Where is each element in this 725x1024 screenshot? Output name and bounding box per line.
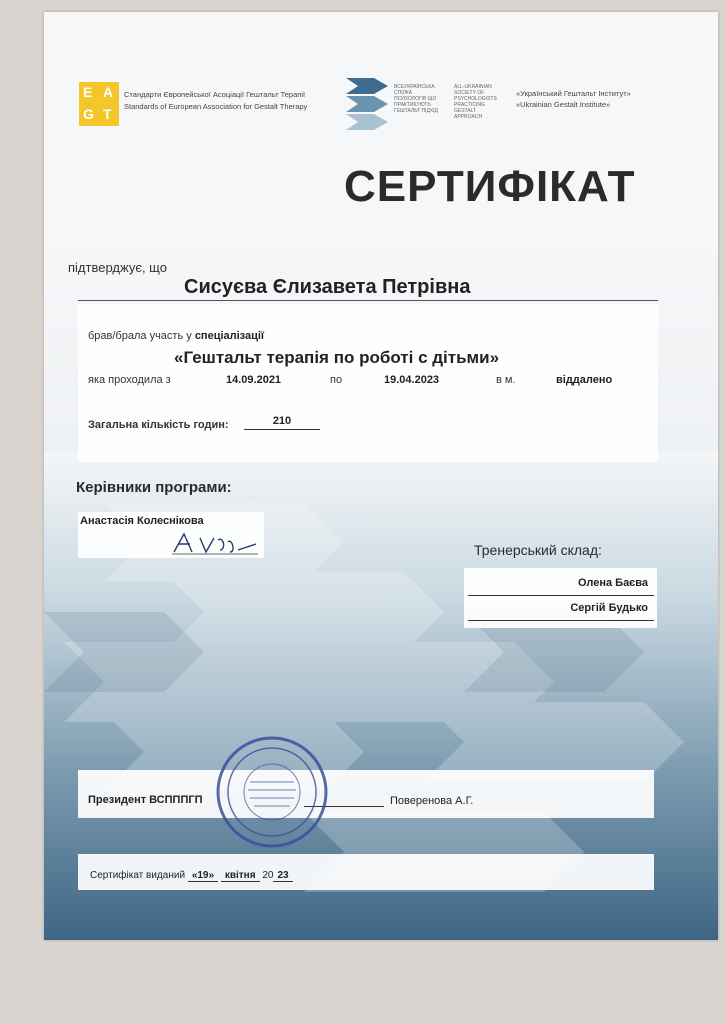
date-from: 14.09.2021 xyxy=(226,374,282,386)
trainer-underline xyxy=(468,595,654,596)
city-value: віддалено xyxy=(556,374,613,386)
recipient-name: Сисуєва Єлизавета Петрівна xyxy=(184,276,471,298)
eagt-standards-ua: Стандарти Європейської Асоціації Гештальт Терапії xyxy=(124,90,306,99)
issued-year-prefix: 20 xyxy=(262,870,274,881)
eagt-logo xyxy=(79,82,119,126)
logo-letter: A xyxy=(103,84,114,100)
confirm-text: підтверджує, що xyxy=(68,260,167,275)
stamp-icon xyxy=(214,734,330,850)
vspppg-name-en: ALL-UKRAINIAN SOCIETY OF PSYCHOLOGISTS PRACTICING GESTALT APPROACH xyxy=(454,84,497,120)
issued-year-suffix: 23 xyxy=(273,870,292,882)
vspppg-emblem-icon xyxy=(344,76,390,134)
participated-text: брав/брала участь у xyxy=(88,330,192,342)
logo-letter: E xyxy=(83,84,93,100)
trainer-name: Олена Баєва xyxy=(577,577,648,589)
hours-value: 210 xyxy=(244,415,320,430)
certificate-title: СЕРТИФІКАТ xyxy=(344,162,636,211)
course-title: «Гештальт терапія по роботі с дітьми» xyxy=(174,348,500,367)
ugi-name-ua: «Український Гештальт Інститут» xyxy=(516,89,631,98)
logo-letter: G xyxy=(83,106,94,122)
name-underline xyxy=(78,300,658,301)
to-label: по xyxy=(330,374,343,386)
trainer-name: Сергій Будько xyxy=(570,602,648,614)
issued-day: «19» xyxy=(188,870,218,882)
president-name: Поверенова А.Г. xyxy=(390,795,474,807)
date-to: 19.04.2023 xyxy=(384,374,440,386)
issued-line xyxy=(90,870,293,881)
issued-month: квітня xyxy=(221,870,260,882)
participated-kind: спеціалізації xyxy=(194,330,265,342)
trainers-label: Тренерський склад: xyxy=(474,542,602,558)
issued-label: Сертифікат виданий xyxy=(90,870,186,881)
president-label: Президент ВСПППГП xyxy=(88,794,203,806)
ugi-label xyxy=(516,88,631,110)
vspppg-name-ua: ВСЕУКРАЇНСЬКА СПІЛКА ПСИХОЛОГІВ ЩО ПРАКТИКУЮТЬ ГЕШТАЛЬТ ПІДХІД xyxy=(394,84,438,114)
hours-label: Загальна кількість годин: xyxy=(88,419,229,431)
ugi-name-en: «Ukrainian Gestalt Institute» xyxy=(516,100,611,109)
signature-icon xyxy=(170,530,260,556)
trainer-underline xyxy=(468,620,654,621)
program-head-name: Анастасія Колеснікова xyxy=(80,515,204,527)
program-heads-label: Керівники програми: xyxy=(76,479,232,496)
participation-line xyxy=(88,330,264,342)
eagt-standards-en: Standards of European Association for Gestalt Therapy xyxy=(124,102,308,111)
vspppg-logo xyxy=(344,76,497,139)
logo-letter: T xyxy=(103,106,112,122)
certificate-sheet xyxy=(44,12,718,940)
city-label: в м. xyxy=(496,374,516,386)
held-from-label: яка проходила з xyxy=(88,374,171,386)
